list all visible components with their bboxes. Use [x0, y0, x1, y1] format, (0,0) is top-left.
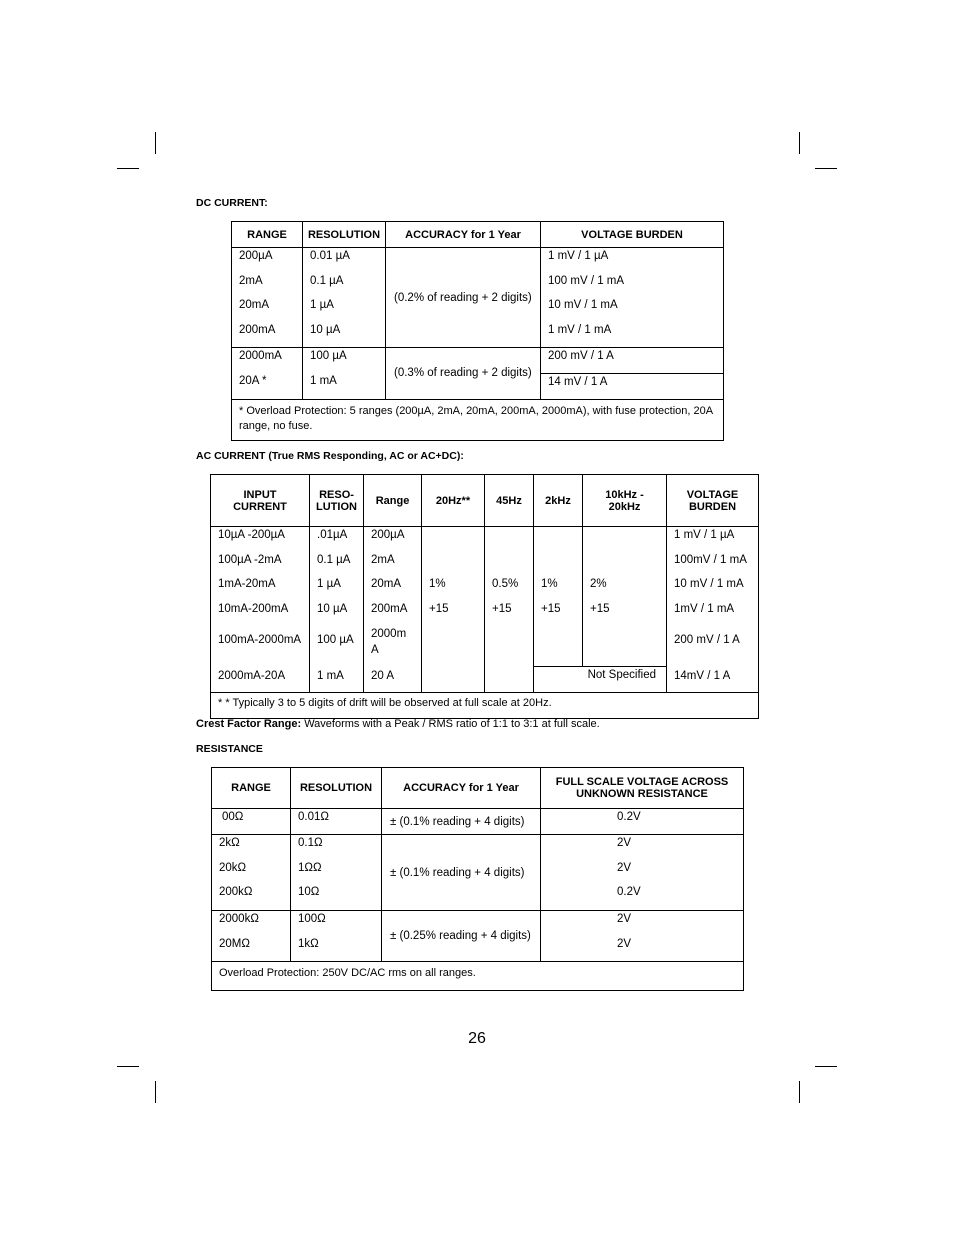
res-ranges-row2: 2kΩ 20kΩ 200kΩ: [212, 835, 291, 911]
ac-current-heading: AC CURRENT (True RMS Responding, AC or AC+DC):: [196, 450, 464, 462]
ac-header-10khz: 10kHz - 20kHz: [583, 475, 667, 527]
res-accuracy-row2: ± (0.1% reading + 4 digits): [382, 835, 541, 911]
crop-mark: [117, 168, 139, 169]
dc-accuracy-group1: (0.2% of reading + 2 digits): [386, 248, 541, 348]
dc-burden-20a: 14 mV / 1 A: [541, 374, 724, 400]
page-number: 26: [468, 1030, 486, 1047]
res-voltage-row1: 0.2V: [541, 809, 744, 835]
ac-header-range: Range: [364, 475, 422, 527]
ac-not-specified: Not Specified: [534, 667, 667, 693]
dc-ranges-group1: 200µA 2mA 20mA 200mA: [232, 248, 303, 348]
res-header-voltage: FULL SCALE VOLTAGE ACROSS UNKNOWN RESISTANCE: [541, 768, 744, 809]
dc-header-burden: VOLTAGE BURDEN: [541, 222, 724, 248]
res-header-accuracy: ACCURACY for 1 Year: [382, 768, 541, 809]
res-accuracy-row1: ± (0.1% reading + 4 digits): [382, 809, 541, 835]
ac-input-ranges: 10µA -200µA 100µA -2mA 1mA-20mA 10mA-200mA 100mA-2000mA 2000mA-20A: [211, 527, 310, 693]
res-header-range: RANGE: [212, 768, 291, 809]
dc-header-resolution: RESOLUTION: [303, 222, 386, 248]
res-range-row1: 00Ω: [212, 809, 291, 835]
crop-mark: [799, 1081, 800, 1103]
ac-footnote: * * Typically 3 to 5 digits of drift will be observed at full scale at 20Hz.: [211, 693, 759, 719]
crop-mark: [799, 132, 800, 154]
crest-factor-note: [196, 718, 600, 730]
ac-45hz-accuracy: 0.5% +15: [485, 527, 534, 693]
ac-ranges: 200µA 2mA 20mA 200mA 2000mA 20 A: [364, 527, 422, 693]
dc-resolution-group2: 100 µA 1 mA: [303, 348, 386, 400]
dc-ranges-group2: 2000mA 20A *: [232, 348, 303, 400]
dc-burden-2000ma: 200 mV / 1 A: [541, 348, 724, 374]
dc-footnote: * Overload Protection: 5 ranges (200µA, 2mA, 20mA, 200mA, 2000mA), with fuse protection, 20A range, no fuse.: [232, 399, 724, 440]
res-accuracy-row3: ± (0.25% reading + 4 digits): [382, 911, 541, 962]
dc-current-heading: DC CURRENT:: [196, 197, 268, 209]
ac-header-45hz: 45Hz: [485, 475, 534, 527]
ac-resolutions: .01µA 0.1 µA 1 µA 10 µA 100 µA 1 mA: [310, 527, 364, 693]
dc-current-table: [231, 221, 724, 441]
ac-header-resolution: RESO- LUTION: [310, 475, 364, 527]
res-footnote: Overload Protection: 250V DC/AC rms on all ranges.: [212, 962, 744, 991]
ac-header-2khz: 2kHz: [534, 475, 583, 527]
ac-burdens: 1 mV / 1 µA 100mV / 1 mA 10 mV / 1 mA 1mV / 1 mA 200 mV / 1 A 14mV / 1 A: [667, 527, 759, 693]
ac-20hz-accuracy: 1% +15: [422, 527, 485, 693]
res-voltage-row2: 2V 2V 0.2V: [541, 835, 744, 911]
dc-burden-group1: 1 mV / 1 µA 100 mV / 1 mA 10 mV / 1 mA 1 mV / 1 mA: [541, 248, 724, 348]
dc-header-accuracy: ACCURACY for 1 Year: [386, 222, 541, 248]
dc-accuracy-group2: (0.3% of reading + 2 digits): [386, 348, 541, 400]
ac-2khz-accuracy: 1% +15: [534, 527, 583, 667]
res-header-resolution: RESOLUTION: [291, 768, 382, 809]
ac-current-table: [210, 474, 759, 719]
crest-factor-text: Waveforms with a Peak / RMS ratio of 1:1 to 3:1 at full scale.: [301, 718, 600, 730]
crop-mark: [155, 132, 156, 154]
crop-mark: [815, 1066, 837, 1067]
crop-mark: [117, 1066, 139, 1067]
ac-header-burden: VOLTAGE BURDEN: [667, 475, 759, 527]
dc-resolution-group1: 0.01 µA 0.1 µA 1 µA 10 µA: [303, 248, 386, 348]
ac-10khz-accuracy: 2% +15: [583, 527, 667, 667]
crop-mark: [155, 1081, 156, 1103]
res-resolution-row2: 0.1Ω 1ΩΩ 10Ω: [291, 835, 382, 911]
ac-header-input: INPUT CURRENT: [211, 475, 310, 527]
ac-header-20hz: 20Hz**: [422, 475, 485, 527]
res-ranges-row3: 2000kΩ 20MΩ: [212, 911, 291, 962]
resistance-heading: RESISTANCE: [196, 743, 263, 755]
dc-header-range: RANGE: [232, 222, 303, 248]
crest-factor-label: Crest Factor Range:: [196, 718, 302, 730]
crop-mark: [815, 168, 837, 169]
res-resolution-row3: 100Ω 1kΩ: [291, 911, 382, 962]
res-voltage-row3: 2V 2V: [541, 911, 744, 962]
res-resolution-row1: 0.01Ω: [291, 809, 382, 835]
resistance-table: [211, 767, 744, 991]
